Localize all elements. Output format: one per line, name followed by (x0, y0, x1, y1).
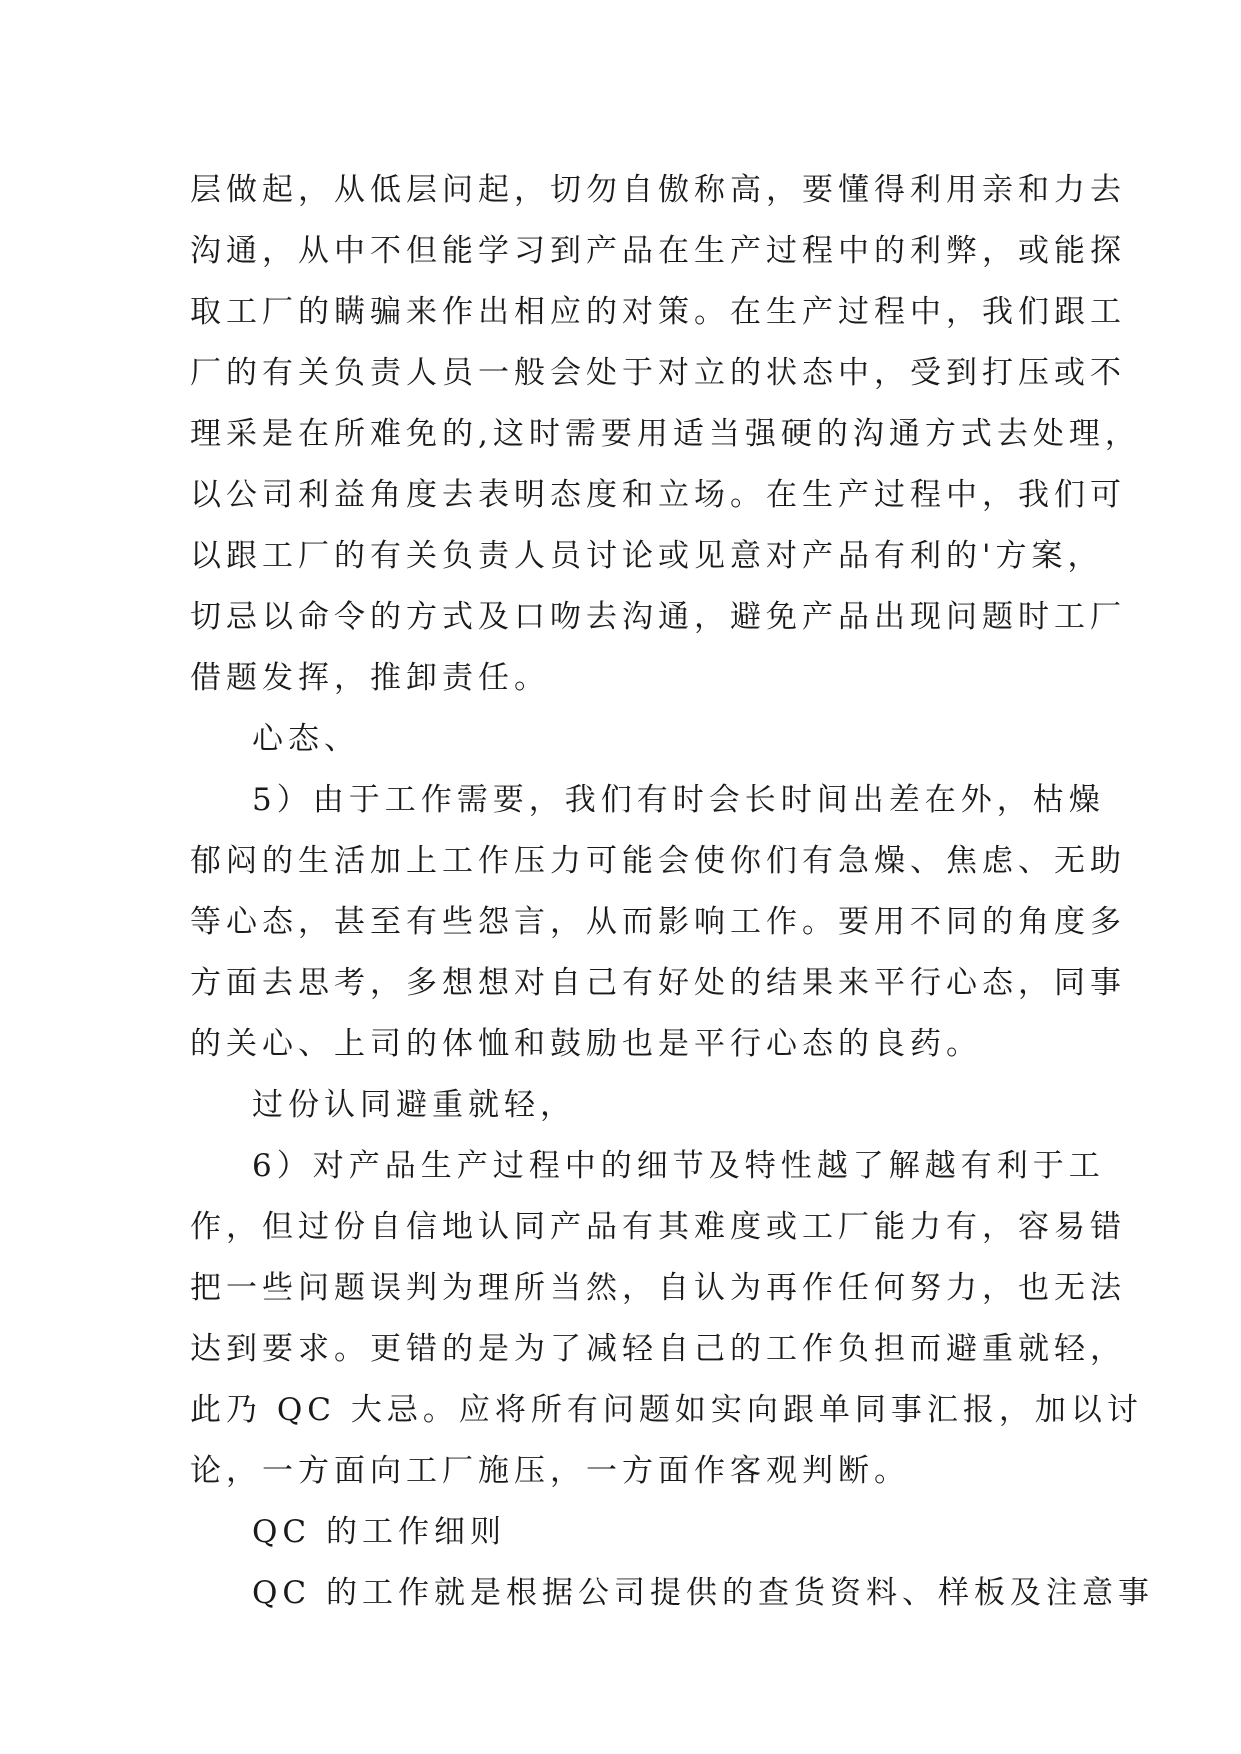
section-heading: 过份认同避重就轻， (252, 1087, 576, 1123)
text-line: 借题发挥，推卸责任。 (190, 660, 550, 696)
text-line: 层做起，从低层问起，切勿自傲称高，要懂得利用亲和力去 (190, 172, 1126, 208)
section-heading: QC 的工作细则 (252, 1514, 506, 1550)
text-line: 的关心、上司的体恤和鼓励也是平行心态的良药。 (190, 1026, 982, 1062)
text-line: 作，但过份自信地认同产品有其难度或工厂能力有，容易错 (190, 1209, 1126, 1245)
section-heading: 心态、 (252, 721, 360, 757)
text-line: 沟通，从中不但能学习到产品在生产过程中的利弊，或能探 (190, 233, 1126, 269)
text-line: 此乃 QC 大忌。应将所有问题如实向跟单同事汇报，加以讨 (190, 1392, 1143, 1428)
text-line: 等心态，甚至有些怨言，从而影响工作。要用不同的角度多 (190, 904, 1126, 940)
text-line: 郁闷的生活加上工作压力可能会使你们有急燥、焦虑、无助 (190, 843, 1126, 879)
text-line: 达到要求。更错的是为了减轻自己的工作负担而避重就轻， (190, 1331, 1126, 1367)
text-line: 取工厂的瞒骗来作出相应的对策。在生产过程中，我们跟工 (190, 294, 1126, 330)
text-line: 6）对产品生产过程中的细节及特性越了解越有利于工 (252, 1148, 1105, 1184)
text-line: 以跟工厂的有关负责人员讨论或见意对产品有利的'方案， (190, 538, 1104, 574)
text-line: 理采是在所难免的,这时需要用适当强硬的沟通方式去处理， (190, 416, 1141, 452)
text-line: 5）由于工作需要，我们有时会长时间出差在外，枯燥 (252, 782, 1105, 818)
text-line: 方面去思考，多想想对自己有好处的结果来平行心态，同事 (190, 965, 1126, 1001)
text-line: 切忌以命令的方式及口吻去沟通，避免产品出现问题时工厂 (190, 599, 1126, 635)
text-line: 厂的有关负责人员一般会处于对立的状态中，受到打压或不 (190, 355, 1126, 391)
text-line: 论，一方面向工厂施压，一方面作客观判断。 (190, 1453, 910, 1489)
text-line: QC 的工作就是根据公司提供的查货资料、样板及注意事 (252, 1575, 1154, 1611)
text-line: 把一些问题误判为理所当然，自认为再作任何努力，也无法 (190, 1270, 1126, 1306)
document-body (190, 160, 1154, 1624)
text-line: 以公司利益角度去表明态度和立场。在生产过程中，我们可 (190, 477, 1126, 513)
